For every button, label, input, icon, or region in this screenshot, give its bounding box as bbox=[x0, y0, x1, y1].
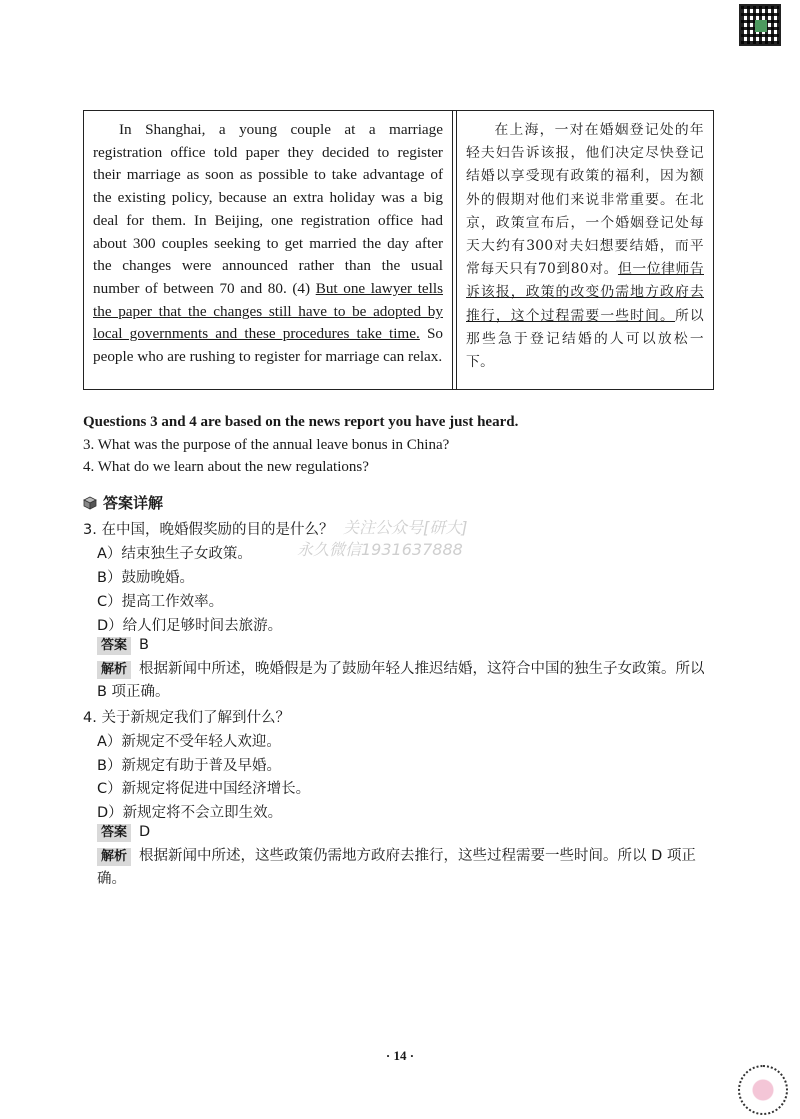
question-4-en: 4. What do we learn about the new regulations? bbox=[83, 459, 369, 475]
questions-title: Questions 3 and 4 are based on the news report you have just heard. bbox=[83, 414, 519, 430]
answers-section-heading: 答案详解 bbox=[83, 492, 163, 513]
answer-4-question: 4. 关于新规定我们了解到什么？ bbox=[83, 710, 290, 726]
analysis-tag: 解析 bbox=[97, 661, 131, 679]
watermark: 关注公众号[研大] 永久微信1931637888 bbox=[297, 518, 468, 559]
answer-tag: 答案 bbox=[97, 824, 131, 842]
answer-3-analysis: 解析 根据新闻中所述，晚婚假是为了鼓励年轻人推迟结婚，这符合中国的独生子女政策。所以 B 项正确。 bbox=[97, 661, 705, 700]
answer-3-option-b: B）鼓励晚婚。 bbox=[97, 570, 194, 586]
analysis-tag: 解析 bbox=[97, 848, 131, 866]
english-underlined-sentence: But one lawyer tells the paper that the changes still have to be adopted by local governments and these procedures take time. bbox=[93, 279, 443, 343]
answer-3-option-d: D）给人们足够时间去旅游。 bbox=[97, 618, 283, 634]
answer-3-key: 答案 B bbox=[97, 637, 149, 655]
question-3-en: 3. What was the purpose of the annual leave bonus in China? bbox=[83, 437, 450, 453]
cube-icon bbox=[83, 496, 97, 510]
english-passage: In Shanghai, a young couple at a marriage registration office told paper they decided to register their marriage as soon as possible to take advantage of the existing policy, because an extra holiday was a big deal for them. In Beijing, one registration office had about 300 couples seeking to get married the day after the changes were announced rather than the usual number of between 70 and 80. (4) But one lawyer tells the paper that the changes still have to be adopted by local governments and these procedures take time. So people who are rushing to register for marriage can relax. bbox=[93, 121, 444, 366]
answer-4-option-a: A）新规定不受年轻人欢迎。 bbox=[97, 734, 281, 750]
answer-4-option-d: D）新规定将不会立即生效。 bbox=[97, 805, 283, 821]
qr-code-top bbox=[739, 4, 781, 46]
answer-tag: 答案 bbox=[97, 637, 131, 655]
chinese-passage: 在上海，一对在婚姻登记处的年轻夫妇告诉该报，他们决定尽快登记结婚以享受现有政策的福利，因为额外的假期对他们来说非常重要。在北京，政策宣布后，一个婚姻登记处每天大约有300对夫妇想要结婚，而平常每天只有70到80对。但一位律师告诉该报，政策的改变仍需地方政府去推行，这个过程需要一些时间。所以那些急于登记结婚的人可以放松一下。 bbox=[466, 122, 704, 371]
bilingual-passage-table bbox=[83, 110, 714, 390]
qr-code-bottom bbox=[738, 1065, 788, 1115]
answer-4-key: 答案 D bbox=[97, 824, 150, 842]
page-number: · 14 · bbox=[385, 1048, 415, 1063]
chinese-underlined-sentence: 但一位律师告诉该报，政策的改变仍需地方政府去推行，这个过程需要一些时间。 bbox=[466, 261, 704, 324]
answer-4-analysis: 解析 根据新闻中所述，这些政策仍需地方政府去推行，这些过程需要一些时间。所以 D 项正确。 bbox=[97, 848, 696, 887]
answer-3-option-c: C）提高工作效率。 bbox=[97, 594, 224, 610]
answer-4-option-c: C）新规定将促进中国经济增长。 bbox=[97, 781, 311, 797]
answer-3-question: 3. 在中国，晚婚假奖励的目的是什么？ bbox=[83, 522, 334, 538]
answer-3-option-a: A）结束独生子女政策。 bbox=[97, 546, 252, 562]
answer-4-option-b: B）新规定有助于普及早婚。 bbox=[97, 758, 281, 774]
